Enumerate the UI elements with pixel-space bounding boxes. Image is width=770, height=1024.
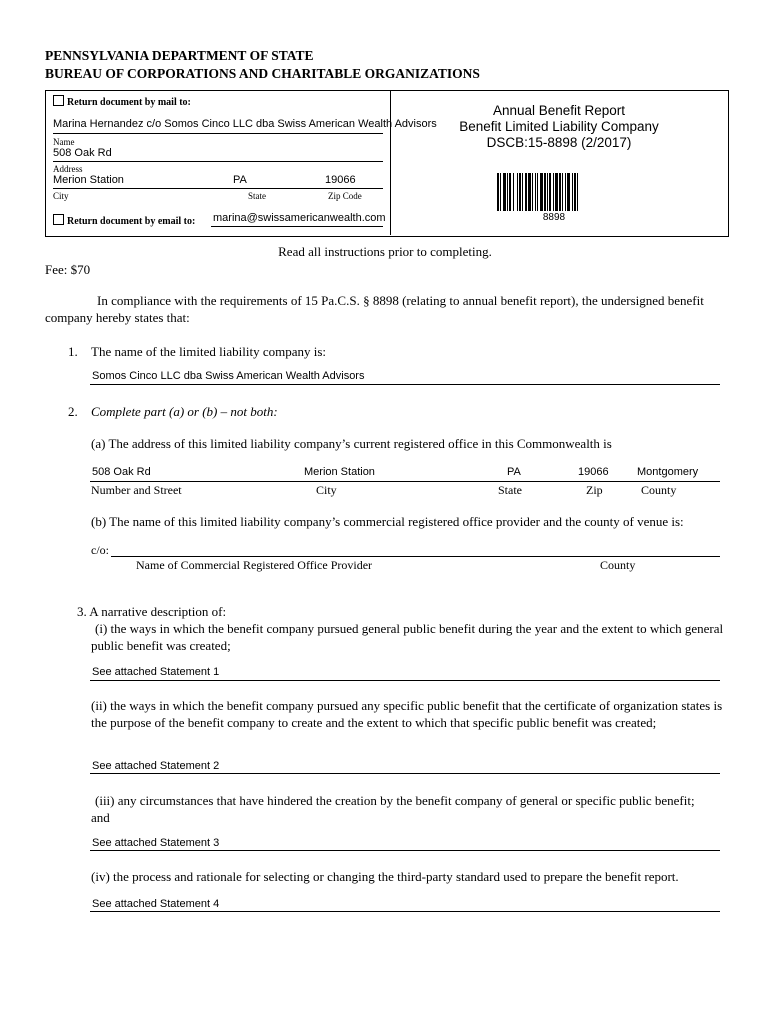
barcode-number: 8898 (542, 212, 566, 223)
item3-i-text: (i) the ways in which the benefit company pursued general public benefit during the year and the extent to which general public benefit was created; (91, 621, 724, 653)
provider-county-label: County (600, 558, 636, 572)
form-code: DSCB:15-8898 (2/2017) (486, 135, 632, 150)
registered-state-field[interactable]: PA (507, 466, 521, 478)
name-field[interactable]: Marina Hernandez c/o Somos Cinco LLC dba Swiss American Wealth Advisors (53, 118, 437, 130)
return-email-label: Return document by email to: (67, 216, 196, 227)
item1-number: 1. (68, 344, 78, 359)
item3-ii-text: (ii) the ways in which the benefit company pursued any specific public benefit that the certificate of organization states is the purpose of the benefit company to create and the extent to which that specific public benefit was created; (91, 698, 723, 730)
item3-iii-text: (iii) any circumstances that have hindered the creation by the benefit company of general or specific public benefit; and (91, 793, 695, 825)
zip-label: Zip Code (328, 191, 362, 201)
name-label: Name (53, 137, 75, 147)
item1-text: The name of the limited liability company is: (91, 344, 327, 359)
registered-street-field[interactable]: 508 Oak Rd (92, 466, 151, 478)
county-col-label: County (641, 483, 677, 497)
statement3-field[interactable]: See attached Statement 3 (92, 837, 220, 849)
item3-iv-text: (iv) the process and rationale for selecting or changing the third-party standard used to prepare the benefit report. (91, 869, 679, 884)
registered-county-field[interactable]: Montgomery (637, 466, 699, 478)
statement4-field[interactable]: See attached Statement 4 (92, 898, 220, 910)
registered-city-field[interactable]: Merion Station (304, 466, 375, 478)
registered-address-underline (90, 481, 720, 482)
address-label: Address (53, 164, 83, 174)
statement1-field[interactable]: See attached Statement 1 (92, 666, 220, 678)
registered-zip-field[interactable]: 19066 (578, 466, 609, 478)
zip-field[interactable]: 19066 (325, 174, 356, 186)
item2-number: 2. (68, 404, 78, 419)
item2a-text: (a) The address of this limited liability company’s current registered office in this Commonwealth is (91, 436, 612, 451)
city-underline (53, 188, 383, 189)
name-underline (53, 133, 383, 134)
street-label: Number and Street (91, 483, 182, 497)
email-field[interactable]: marina@swissamericanwealth.com (213, 212, 386, 224)
city-field[interactable]: Merion Station (53, 174, 124, 186)
state-field[interactable]: PA (233, 174, 247, 186)
provider-underline[interactable] (111, 556, 720, 557)
box-divider (390, 90, 391, 235)
statement2-underline (90, 773, 720, 774)
item2b-text: (b) The name of this limited liability company’s commercial registered office provider and the county of venue is: (91, 514, 684, 529)
item3-intro: 3. A narrative description of: (77, 604, 227, 619)
item2-text: Complete part (a) or (b) – not both: (91, 404, 278, 419)
barcode-icon (497, 173, 611, 213)
statement4-underline (90, 911, 720, 912)
return-email-row (53, 214, 195, 227)
provider-label: Name of Commercial Registered Office Provider (136, 558, 373, 572)
address-underline (53, 161, 383, 162)
company-name-underline (90, 384, 720, 385)
company-name-field[interactable]: Somos Cinco LLC dba Swiss American Wealth Advisors (92, 370, 365, 382)
statement3-underline (90, 850, 720, 851)
address-field[interactable]: 508 Oak Rd (53, 147, 112, 159)
bureau-title: BUREAU OF CORPORATIONS AND CHARITABLE ORGANIZATIONS (45, 66, 480, 81)
co-label: c/o: (91, 543, 109, 557)
zip-col-label: Zip (586, 483, 603, 497)
return-email-checkbox[interactable] (53, 214, 64, 225)
city-label: City (53, 191, 69, 201)
return-mail-label: Return document by mail to: (67, 97, 191, 108)
form-subtitle: Benefit Limited Liability Company (459, 119, 659, 134)
form-title: Annual Benefit Report (492, 103, 626, 118)
state-label: State (248, 191, 266, 201)
instructions-text: Read all instructions prior to completing. (278, 244, 492, 259)
fee-text: Fee: $70 (45, 262, 91, 277)
email-underline (211, 226, 383, 227)
city-col-label: City (316, 483, 337, 497)
form-title-block (392, 103, 726, 151)
return-mail-row (53, 95, 191, 108)
department-title: PENNSYLVANIA DEPARTMENT OF STATE (45, 48, 314, 63)
state-col-label: State (498, 483, 522, 497)
intro-paragraph: In compliance with the requirements of 15 Pa.C.S. § 8898 (relating to annual benefit report), the undersigned benefit company hereby states that: (45, 293, 704, 325)
statement1-underline (90, 680, 720, 681)
statement2-field[interactable]: See attached Statement 2 (92, 760, 220, 772)
return-mail-checkbox[interactable] (53, 95, 64, 106)
